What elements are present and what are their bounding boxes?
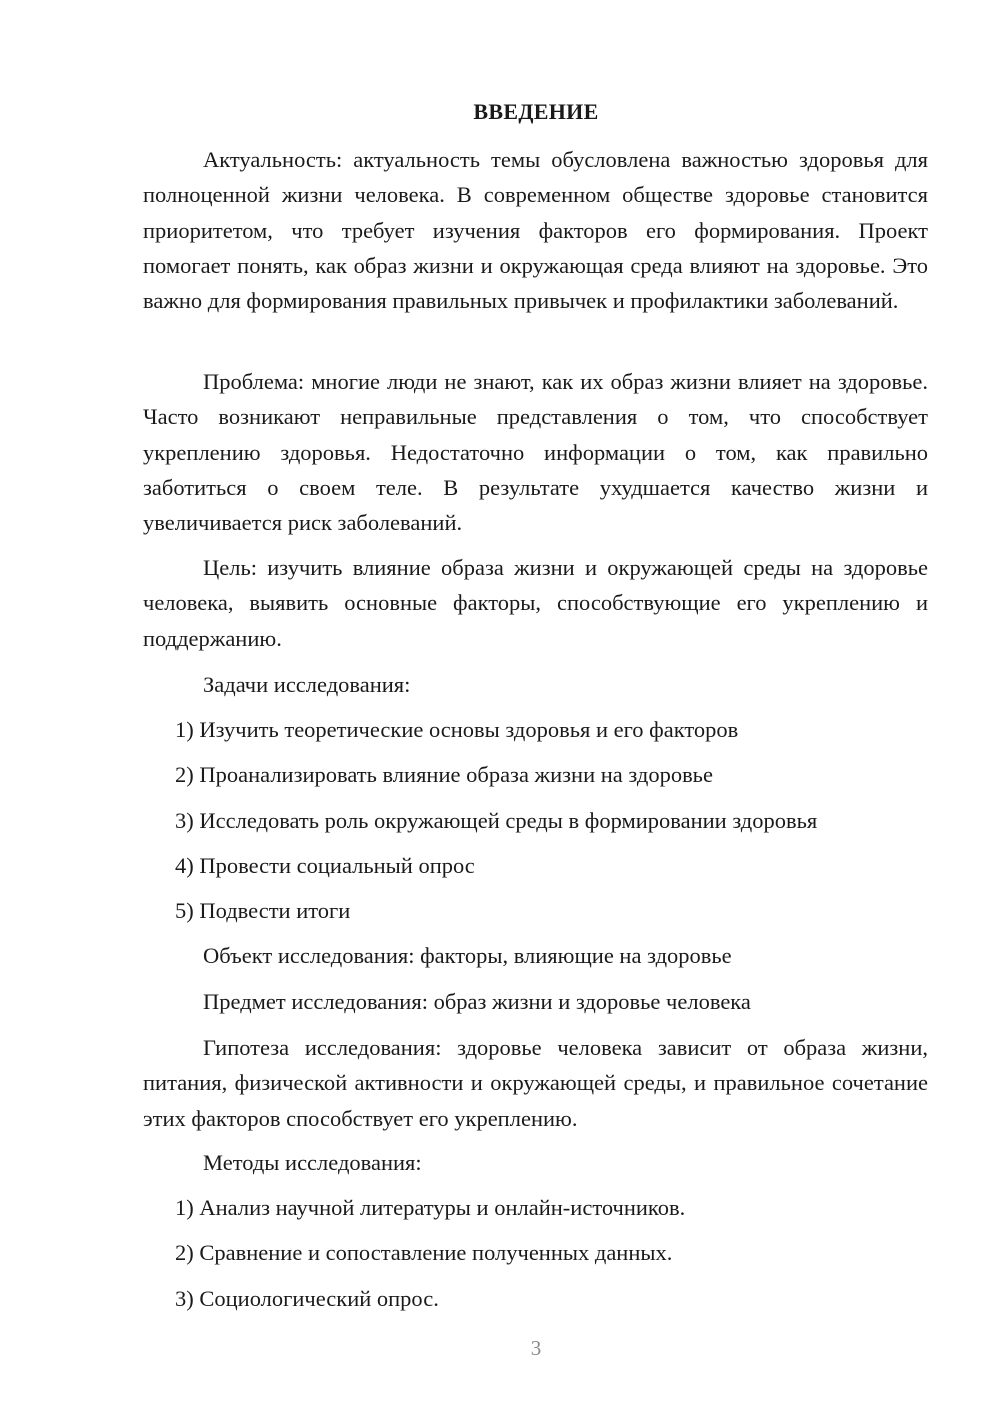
tasks-heading: Задачи исследования: [203, 672, 411, 697]
task-item-5: 5) Подвести итоги [175, 898, 351, 923]
method-item-2: 2) Сравнение и сопоставление полученных данных. [175, 1240, 673, 1265]
method-item-1: 1) Анализ научной литературы и онлайн-источников. [175, 1195, 686, 1220]
goal-paragraph: Цель: изучить влияние образа жизни и окружающей среды на здоровье человека, выявить основные факторы, способствующие его укреплению и поддержанию. [143, 555, 928, 651]
page-number: 3 [530, 1336, 542, 1360]
method-item-3: 3) Социологический опрос. [175, 1286, 439, 1311]
relevance-paragraph: Актуальность: актуальность темы обусловлена важностью здоровья для полноценной жизни человека. В современном обществе здоровье становится приоритетом, что требует изучения факторов его формирования. Проект помогает понять, как образ жизни и окружающая среда влияют на здоровье. Это важно для формирования правильных привычек и профилактики заболеваний. [143, 147, 928, 314]
task-item-2: 2) Проанализировать влияние образа жизни на здоровье [175, 762, 713, 787]
research-subject: Предмет исследования: образ жизни и здоровье человека [203, 989, 751, 1014]
hypothesis-paragraph: Гипотеза исследования: здоровье человека зависит от образа жизни, питания, физической активности и окружающей среды, и правильное сочетание этих факторов способствует его укреплению. [143, 1035, 928, 1131]
methods-heading: Методы исследования: [203, 1150, 422, 1175]
problem-paragraph: Проблема: многие люди не знают, как их образ жизни влияет на здоровье. Часто возникают неправильные представления о том, что способствует укреплению здоровья. Недостаточно информации о том, как правильно заботиться о своем теле. В результате ухудшается качество жизни и увеличивается риск заболеваний. [143, 369, 928, 536]
task-item-4: 4) Провести социальный опрос [175, 853, 475, 878]
task-item-1: 1) Изучить теоретические основы здоровья и его факторов [175, 717, 739, 742]
research-object: Объект исследования: факторы, влияющие на здоровье [203, 943, 732, 968]
task-item-3: 3) Исследовать роль окружающей среды в формировании здоровья [175, 808, 818, 833]
page-title: ВВЕДЕНИЕ [473, 99, 599, 124]
